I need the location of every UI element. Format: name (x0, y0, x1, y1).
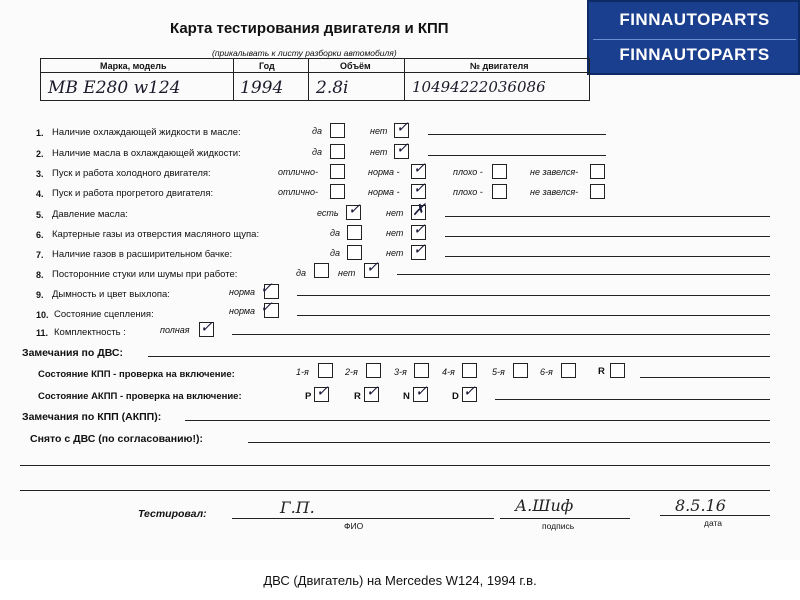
akpp-n-label: N (403, 391, 410, 402)
header-vline-2 (308, 58, 309, 100)
q3-ploho-checkbox[interactable] (492, 164, 507, 179)
q7-da-label: да (330, 248, 340, 258)
header-vline-1 (233, 58, 234, 100)
q6-net-label: нет (386, 228, 404, 238)
q8-da-label: да (296, 268, 306, 278)
gear-5-checkbox[interactable] (513, 363, 528, 378)
q10-text: Состояние сцепления: (54, 309, 154, 320)
q9-norma-check-icon: ✓ (260, 279, 273, 297)
q9-remark-line (297, 295, 770, 296)
q4-ne-zavelsya-checkbox[interactable] (590, 184, 605, 199)
header-line-bottom (40, 100, 590, 101)
akpp-d-label: D (452, 391, 459, 402)
q7-number: 7. (36, 250, 44, 260)
q8-da-checkbox[interactable] (314, 263, 329, 278)
q4-number: 4. (36, 189, 44, 199)
dvs-remarks-line (148, 356, 770, 357)
removed-line-3 (20, 490, 770, 491)
signature-line (500, 518, 630, 519)
kpp-remarks-line (185, 420, 770, 421)
q1-da-checkbox[interactable] (330, 123, 345, 138)
q1-net-check-icon: ✓ (396, 118, 409, 136)
hand-volume: 2.8i (316, 78, 349, 98)
q4-ne-zavelsya-label: не завелся- (530, 187, 579, 197)
q6-da-label: да (330, 228, 340, 238)
gear-5-label: 5-я (492, 367, 505, 377)
akpp-r-check-icon: ✓ (366, 382, 379, 400)
kpp-remarks-label: Замечания по КПП (АКПП): (22, 411, 162, 423)
q10-remark-line (297, 315, 770, 316)
q3-otlichno-checkbox[interactable] (330, 164, 345, 179)
header-volume: Объём (340, 61, 371, 71)
q4-text: Пуск и работа прогретого двигателя: (52, 188, 214, 199)
q8-net-label: нет (338, 268, 356, 278)
q3-ploho-label: плохо - (453, 167, 483, 177)
header-engine-number: № двигателя (470, 61, 529, 71)
fio-handwritten: Г.П. (280, 498, 315, 517)
q3-number: 3. (36, 169, 44, 179)
header-model: Марка, модель (100, 61, 167, 71)
dvs-remarks-label: Замечания по ДВС: (22, 347, 123, 359)
q2-da-checkbox[interactable] (330, 144, 345, 159)
q3-otlichno-label: отлично- (278, 167, 318, 177)
q8-remark-line (397, 274, 770, 275)
date-line (660, 515, 770, 516)
q1-text: Наличие охлаждающей жидкости в масле: (52, 127, 241, 138)
q10-norma-check-icon: ✓ (260, 298, 273, 316)
q5-text: Давление масла: (52, 209, 128, 220)
gear-4-checkbox[interactable] (462, 363, 477, 378)
header-vline-4 (589, 58, 590, 100)
hand-model: MB E280 w124 (48, 78, 181, 98)
q3-norma-check-icon: ✓ (413, 159, 426, 177)
akpp-check-label: Состояние АКПП - проверка на включение: (38, 391, 242, 402)
akpp-remark-line (495, 399, 770, 400)
q2-text: Наличие масла в охлаждающей жидкости: (52, 148, 241, 159)
q4-ploho-label: плохо - (453, 187, 483, 197)
q8-net-check-icon: ✓ (366, 258, 379, 276)
date-handwritten: 8.5.16 (675, 496, 726, 515)
finnautoparts-logo (587, 0, 800, 75)
q2-da-label: да (312, 147, 322, 157)
q8-number: 8. (36, 270, 44, 280)
q5-est-label: есть (317, 208, 339, 218)
q4-norma-label: норма - (368, 187, 400, 197)
q4-norma-check-icon: ✓ (413, 179, 426, 197)
akpp-p-check-icon: ✓ (316, 382, 329, 400)
header-line-top (40, 58, 590, 59)
q11-polnaya-label: полная (160, 325, 190, 335)
q4-otlichno-label: отлично- (278, 187, 318, 197)
logo-line-1: FINNAUTOPARTS (619, 10, 770, 29)
hand-engine-number: 10494222036086 (412, 78, 546, 96)
date-caption: дата (704, 518, 723, 528)
image-caption: ДВС (Двигатель) на Mercedes W124, 1994 г.в. (263, 573, 537, 588)
q11-text: Комплектность : (54, 327, 126, 338)
q4-ploho-checkbox[interactable] (492, 184, 507, 199)
gear-1-checkbox[interactable] (318, 363, 333, 378)
gear-2-checkbox[interactable] (366, 363, 381, 378)
q10-norma-label: норма (229, 306, 256, 316)
q1-net-label: нет (370, 126, 388, 136)
q2-remark-line (428, 155, 606, 156)
header-vline-3 (404, 58, 405, 100)
q1-number: 1. (36, 128, 44, 138)
q3-norma-label: норма - (368, 167, 400, 177)
gear-3-checkbox[interactable] (414, 363, 429, 378)
form-subtitle: (прикалывать к листу разборки автомобиля) (212, 48, 397, 58)
akpp-p-label: P (305, 391, 312, 402)
q5-number: 5. (36, 210, 44, 220)
q4-otlichno-checkbox[interactable] (330, 184, 345, 199)
q2-number: 2. (36, 149, 44, 159)
q1-da-label: да (312, 126, 322, 136)
q6-number: 6. (36, 230, 44, 240)
gear-2-label: 2-я (345, 367, 358, 377)
removed-line-1 (248, 442, 770, 443)
akpp-r-label: R (354, 391, 361, 402)
q11-polnaya-check-icon: ✓ (200, 318, 213, 336)
q5-net-crossed-icon: ✗ (412, 200, 426, 219)
q9-norma-label: норма (229, 287, 256, 297)
header-vline-0 (40, 58, 41, 100)
gear-r-checkbox[interactable] (610, 363, 625, 378)
q3-ne-zavelsya-checkbox[interactable] (590, 164, 605, 179)
q6-text: Картерные газы из отверстия масляного щупа: (52, 229, 260, 240)
q7-text: Наличие газов в расширительном бачке: (52, 249, 233, 260)
gear-3-label: 3-я (394, 367, 407, 377)
q7-net-check-icon: ✓ (413, 240, 426, 258)
gear-4-label: 4-я (442, 367, 455, 377)
signature-handwritten: А.Шиф (515, 496, 574, 515)
q3-text: Пуск и работа холодного двигателя: (52, 168, 211, 179)
q9-text: Дымность и цвет выхлопа: (52, 289, 170, 300)
logo-divider (593, 39, 796, 40)
q1-remark-line (428, 134, 606, 135)
tested-by-label: Тестировал: (138, 508, 207, 520)
q10-number: 10. (36, 310, 49, 320)
q6-da-checkbox[interactable] (347, 225, 362, 240)
header-year: Год (259, 61, 275, 71)
header-line-mid (40, 72, 590, 73)
gear-1-label: 1-я (296, 367, 309, 377)
q5-est-check-icon: ✓ (348, 200, 361, 218)
gear-6-label: 6-я (540, 367, 553, 377)
hand-year: 1994 (240, 78, 284, 98)
kpp-remark-line (640, 377, 770, 378)
akpp-n-check-icon: ✓ (415, 382, 428, 400)
q7-da-checkbox[interactable] (347, 245, 362, 260)
q3-ne-zavelsya-label: не завелся- (530, 167, 579, 177)
form-title: Карта тестирования двигателя и КПП (170, 20, 449, 37)
akpp-d-check-icon: ✓ (463, 382, 476, 400)
fio-line (232, 518, 494, 519)
q5-net-label: нет (386, 208, 404, 218)
kpp-check-label: Состояние КПП - проверка на включение: (38, 369, 235, 380)
signature-caption: подпись (542, 521, 575, 531)
removed-line-2 (20, 465, 770, 466)
q6-remark-line (445, 236, 770, 237)
gear-r-label: R (598, 366, 605, 377)
q5-remark-line (445, 216, 770, 217)
q8-text: Посторонние стуки или шумы при работе: (52, 269, 238, 280)
logo-line-2: FINNAUTOPARTS (619, 45, 770, 64)
q7-net-label: нет (386, 248, 404, 258)
q9-number: 9. (36, 290, 44, 300)
removed-from-dvs-label: Снято с ДВС (по согласованию!): (30, 433, 204, 445)
fio-caption: ФИО (344, 521, 364, 531)
q11-number: 11. (36, 328, 49, 338)
q2-net-check-icon: ✓ (396, 139, 409, 157)
q6-net-check-icon: ✓ (413, 220, 426, 238)
gear-6-checkbox[interactable] (561, 363, 576, 378)
q7-remark-line (445, 256, 770, 257)
q2-net-label: нет (370, 147, 388, 157)
q11-remark-line (232, 334, 770, 335)
